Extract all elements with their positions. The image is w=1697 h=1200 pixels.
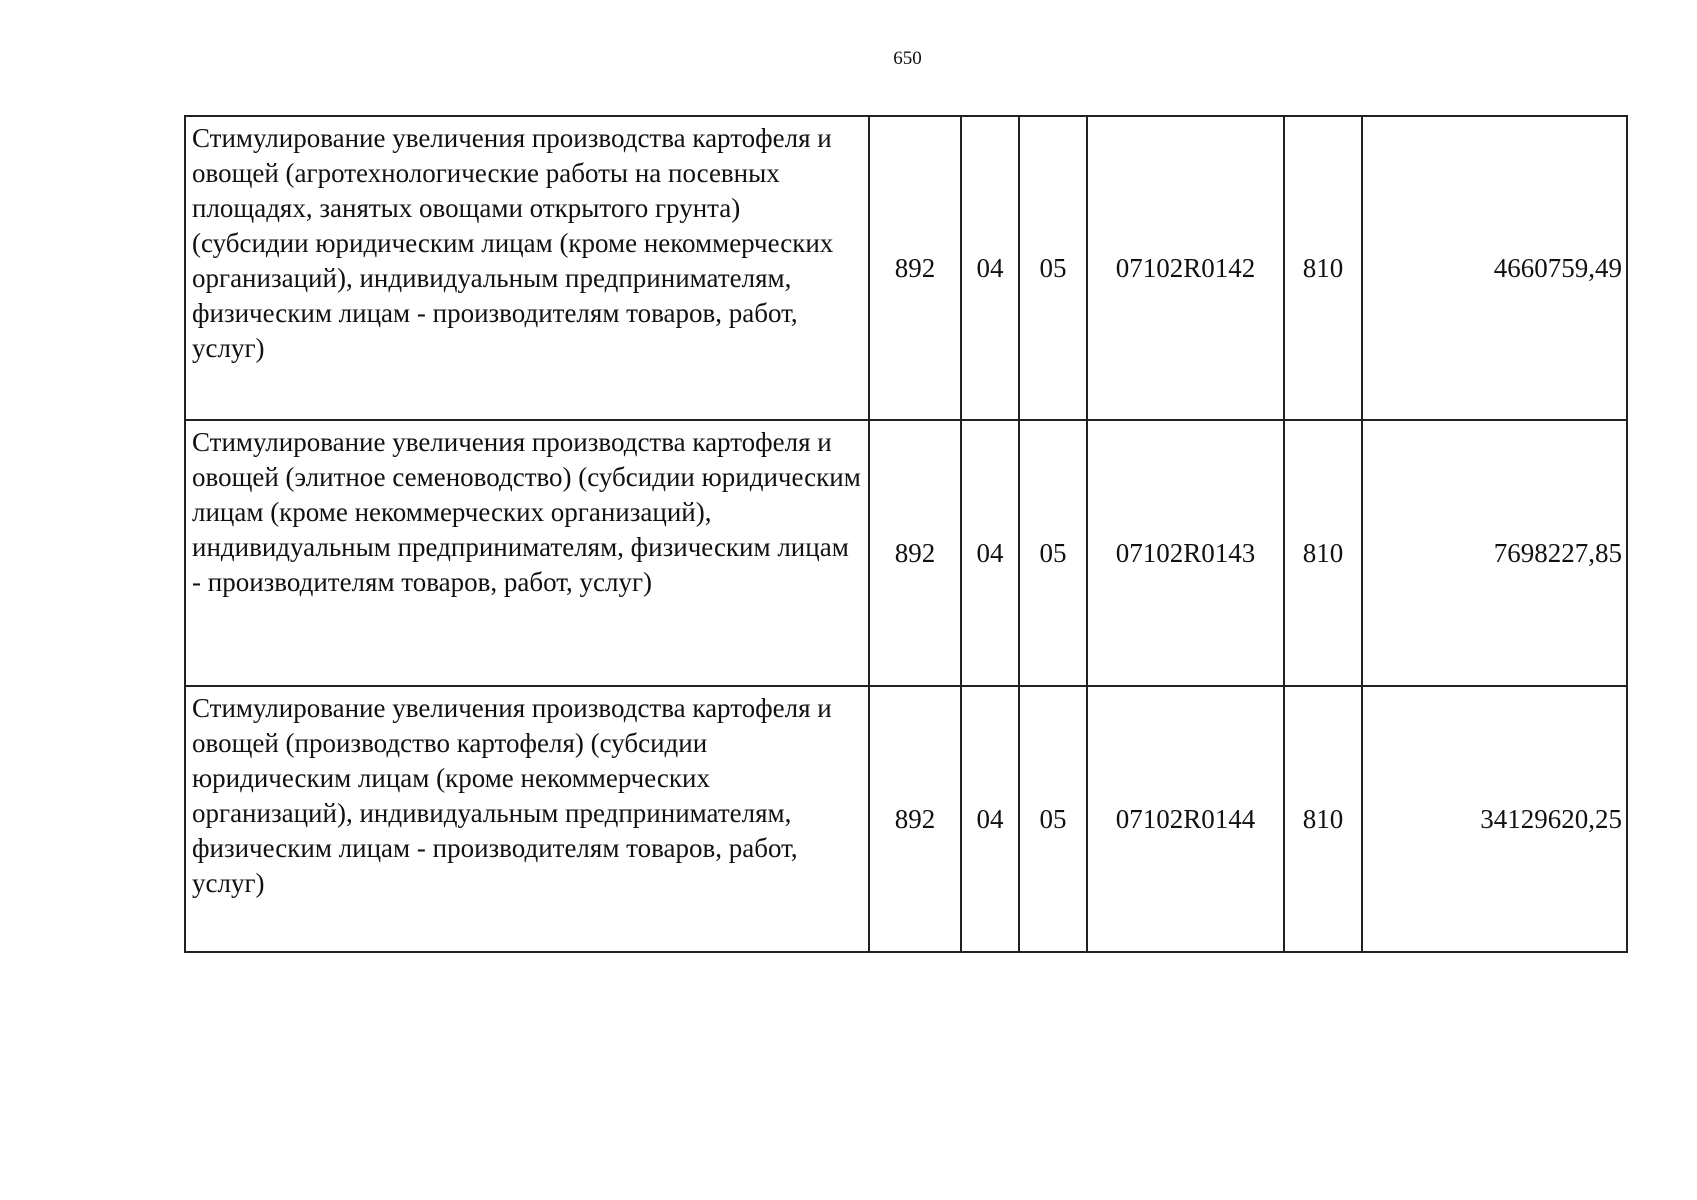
page-number: 650 (893, 48, 922, 69)
row-description: Стимулирование увеличения производства картофеля и овощей (агротехнологические работы на посевных площадях, занятых овощами открытого грунта) (субсидии юридическим лицам (кроме некоммерческих организаций), индивидуальным предпринимателям, физическим лицам - производителям товаров, работ, услуг) (185, 116, 869, 420)
amount-value: 7698227,85 (1362, 420, 1627, 686)
row-description: Стимулирование увеличения производства картофеля и овощей (производство картофеля) (субсидии юридическим лицам (кроме некоммерческих организаций), индивидуальным предпринимателям, физическим лицам - производителям товаров, работ, услуг) (185, 686, 869, 952)
table-row (185, 420, 1627, 686)
row-description: Стимулирование увеличения производства картофеля и овощей (элитное семеноводство) (субсидии юридическим лицам (кроме некоммерческих организаций), индивидуальным предпринимателям, физическим лицам - производителям товаров, работ, услуг) (185, 420, 869, 686)
target-article-code: 07102R0144 (1087, 686, 1284, 952)
target-article-code: 07102R0142 (1087, 116, 1284, 420)
amount-value: 34129620,25 (1362, 686, 1627, 952)
ministry-code: 892 (869, 116, 961, 420)
section-code: 04 (961, 420, 1019, 686)
table-row (185, 686, 1627, 952)
expense-type-code: 810 (1284, 116, 1362, 420)
ministry-code: 892 (869, 686, 961, 952)
subsection-code: 05 (1019, 116, 1087, 420)
section-code: 04 (961, 686, 1019, 952)
subsection-code: 05 (1019, 686, 1087, 952)
budget-table (184, 115, 1628, 953)
subsection-code: 05 (1019, 420, 1087, 686)
ministry-code: 892 (869, 420, 961, 686)
section-code: 04 (961, 116, 1019, 420)
expense-type-code: 810 (1284, 420, 1362, 686)
target-article-code: 07102R0143 (1087, 420, 1284, 686)
amount-value: 4660759,49 (1362, 116, 1627, 420)
expense-type-code: 810 (1284, 686, 1362, 952)
table-row (185, 116, 1627, 420)
